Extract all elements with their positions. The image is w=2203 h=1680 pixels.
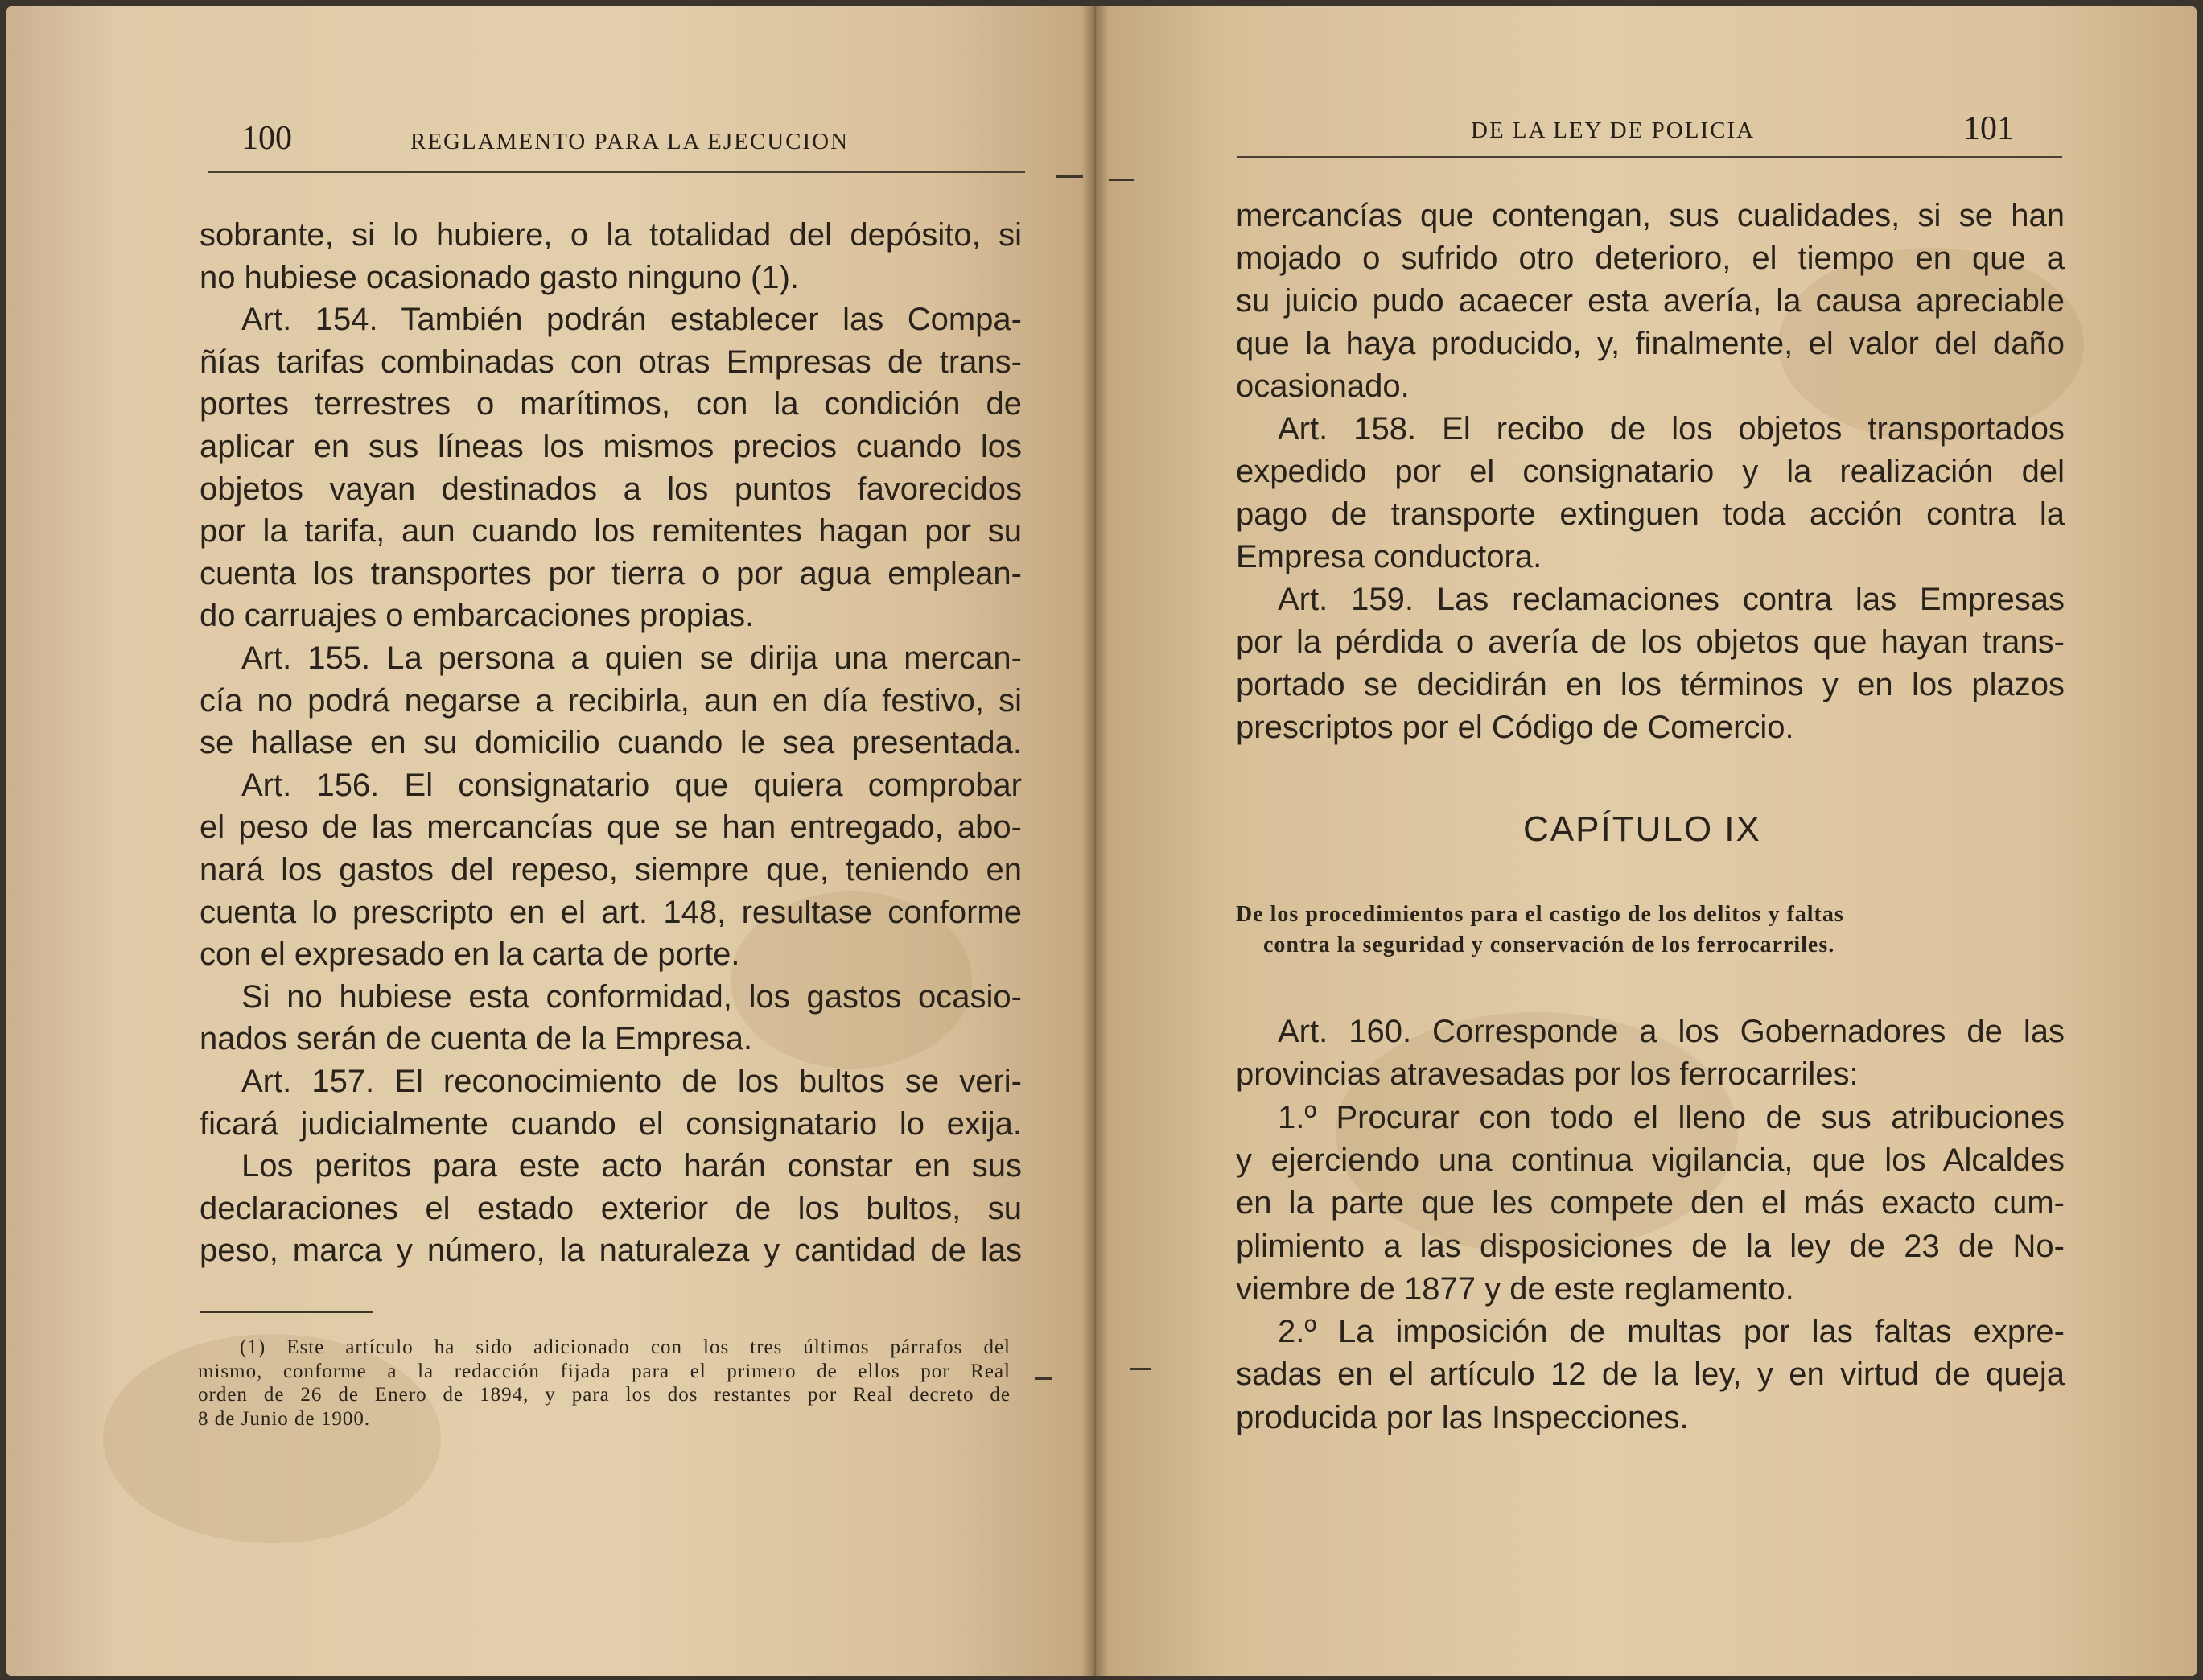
chapter-subtitle-line: contra la seguridad y conservación de los ferrocarriles. — [1263, 933, 1835, 957]
text-line: y ejerciendo una continua vigilancia, que los Alcaldes — [1236, 1142, 2065, 1178]
page-number-right: 101 — [1963, 110, 2014, 147]
text-line: ficará judicialmente cuando el consignatario lo exija. — [200, 1106, 1022, 1142]
text-line: Art. 157. El reconocimiento de los bultos se veri- — [241, 1064, 1022, 1099]
thread-mark — [1035, 1377, 1052, 1380]
thread-mark — [1109, 179, 1134, 181]
text-line: nará los gastos del repeso, siempre que, teniendo en — [200, 852, 1022, 887]
text-line: Los peritos para este acto harán constar en sus — [241, 1148, 1022, 1184]
running-head-right: DE LA LEY DE POLICIA — [1471, 117, 1756, 143]
header-rule-right — [1237, 156, 2062, 158]
text-line: cía no podrá negarse a recibirla, aun en día festivo, si — [200, 682, 1022, 719]
footnote-line: (1) Este artículo ha sido adicionado con los tres últimos párrafos del — [240, 1336, 1011, 1358]
text-line: ñías tarifas combinadas con otras Empresas de trans- — [200, 344, 1022, 380]
text-line: por la pérdida o avería de los objetos que hayan trans- — [1236, 624, 2065, 660]
text-line: ocasionado. — [1236, 369, 1410, 404]
text-line: provincias atravesadas por los ferrocarriles: — [1236, 1056, 1859, 1093]
text-line: nados serán de cuenta de la Empresa. — [200, 1021, 753, 1057]
text-line: Art. 158. El recibo de los objetos transportados — [1278, 411, 2065, 447]
text-line: sobrante, si lo hubiere, o la totalidad del depósito, si — [200, 217, 1022, 253]
book-gutter — [1081, 6, 1109, 1676]
text-line: que la haya producido, y, finalmente, el valor del daño — [1236, 326, 2065, 361]
text-line: pago de transporte extinguen toda acción contra la — [1236, 496, 2065, 532]
text-line: viembre de 1877 y de este reglamento. — [1236, 1270, 1794, 1307]
text-line: cuenta lo prescripto en el art. 148, resultase conforme — [200, 894, 1022, 930]
text-line: sadas en el artículo 12 de la ley, y en virtud de queja — [1236, 1357, 2065, 1393]
text-line: portes terrestres o marítimos, con la condición de — [200, 386, 1022, 422]
text-line: mercancías que contengan, sus cualidades, si se han — [1236, 198, 2065, 233]
text-line: prescriptos por el Código de Comercio. — [1236, 710, 1794, 745]
thread-mark — [1130, 1368, 1151, 1370]
text-line: peso, marca y número, la naturaleza y cantidad de las — [200, 1233, 1022, 1269]
footnote-line: orden de 26 de Enero de 1894, y para los dos restantes por Real decreto de — [198, 1384, 1011, 1406]
left-page — [6, 6, 1094, 1676]
text-line: aplicar en sus líneas los mismos precios cuando los — [200, 429, 1022, 464]
text-line: con el expresado en la carta de porte. — [200, 937, 740, 973]
text-line: su juicio pudo acaecer esta avería, la causa apreciable — [1236, 283, 2065, 319]
text-line: 2.º La imposición de multas por las faltas expre- — [1278, 1314, 2065, 1350]
text-line: Art. 159. Las reclamaciones contra las Empresas — [1278, 582, 2065, 617]
text-line: por la tarifa, aun cuando los remitentes hagan por su — [200, 513, 1022, 550]
text-line: mojado o sufrido otro deterioro, el tiempo en que a — [1236, 241, 2065, 276]
chapter-subtitle-line: De los procedimientos para el castigo de los delitos y faltas — [1236, 902, 1844, 927]
footnote-rule — [200, 1311, 373, 1313]
page-number-left: 100 — [241, 120, 292, 157]
text-line: producida por las Inspecciones. — [1236, 1399, 1689, 1435]
text-line: portado se decidirán en los términos y en los plazos — [1236, 667, 2065, 702]
text-line: Art. 154. También podrán establecer las Compa- — [241, 302, 1022, 338]
text-line: plimiento a las disposiciones de la ley de 23 de No- — [1236, 1228, 2065, 1264]
text-line: se hallase en su domicilio cuando le sea presentada. — [200, 725, 1022, 761]
text-line: expedido por el consignatario y la realización del — [1236, 454, 2065, 489]
right-page — [1094, 6, 2197, 1676]
text-line: no hubiese ocasionado gasto ninguno (1). — [200, 259, 799, 295]
text-line: Art. 155. La persona a quien se dirija una mercan- — [241, 640, 1022, 676]
chapter-title: CAPÍTULO IX — [1523, 809, 1761, 849]
header-rule-left — [208, 171, 1025, 173]
text-line: Empresa conductora. — [1236, 539, 1542, 574]
footnote-line: 8 de Junio de 1900. — [198, 1407, 371, 1430]
footnote-line: mismo, conforme a la redacción fijada para el primero de ellos por Real — [198, 1360, 1011, 1382]
running-head-left: REGLAMENTO PARA LA EJECUCION — [410, 129, 850, 154]
text-line: declaraciones el estado exterior de los bultos, su — [200, 1190, 1022, 1226]
thread-mark — [1056, 175, 1083, 178]
text-line: do carruajes o embarcaciones propias. — [200, 598, 755, 634]
text-line: Art. 156. El consignatario que quiera comprobar — [241, 767, 1022, 803]
text-line: Art. 160. Corresponde a los Gobernadores de las — [1278, 1014, 2065, 1049]
text-line: cuenta los transportes por tierra o por agua emplean- — [200, 555, 1022, 591]
text-line: objetos vayan destinados a los puntos favorecidos — [200, 471, 1022, 507]
text-line: en la parte que les compete den el más exacto cum- — [1236, 1185, 2065, 1221]
text-line: el peso de las mercancías que se han entregado, abo- — [200, 809, 1022, 846]
text-line: 1.º Procurar con todo el lleno de sus atribuciones — [1278, 1099, 2065, 1135]
text-line: Si no hubiese esta conformidad, los gastos ocasio- — [241, 978, 1022, 1015]
